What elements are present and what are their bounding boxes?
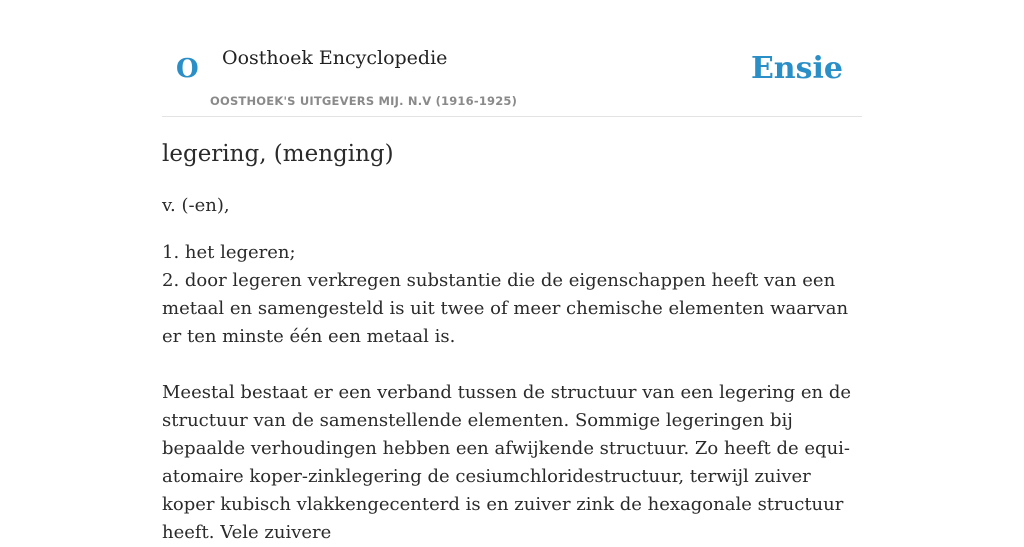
definition-2: 2. door legeren verkregen substantie die de eigenschappen heeft van een metaal en samengesteld is uit twee of meer chemische elementen waarvan er ten minste één een metaal is.: [162, 270, 849, 347]
paragraph-gap: [162, 351, 862, 379]
page-container: [162, 0, 862, 543]
publisher-subtitle: OOSTHOEK'S UITGEVERS MIJ. N.V (1916-1925): [210, 94, 518, 108]
site-header: [162, 0, 862, 117]
ensie-logo-link[interactable]: Ensie: [750, 51, 843, 86]
oosthoek-logo[interactable]: O: [176, 54, 199, 84]
site-title[interactable]: Oosthoek Encyclopedie: [222, 47, 448, 69]
grammar-note: v. (-en),: [162, 195, 230, 216]
entry-body: [162, 192, 862, 547]
entry-title: legering, (menging): [162, 141, 394, 167]
body-paragraph: Meestal bestaat er een verband tussen de structuur van een legering en de structuur van de samenstellende elementen. Sommige legeringen bij bepaalde verhoudingen hebben een afwijkende structuur. Zo heeft de equi-atomaire koper-zinklegering de cesiumchloridestructuur, terwijl zuiver koper kubisch vlakkengecenterd is en zuiver zink de hexagonale structuur heeft. Vele zuivere: [162, 382, 852, 543]
definition-1: 1. het legeren;: [162, 242, 296, 263]
